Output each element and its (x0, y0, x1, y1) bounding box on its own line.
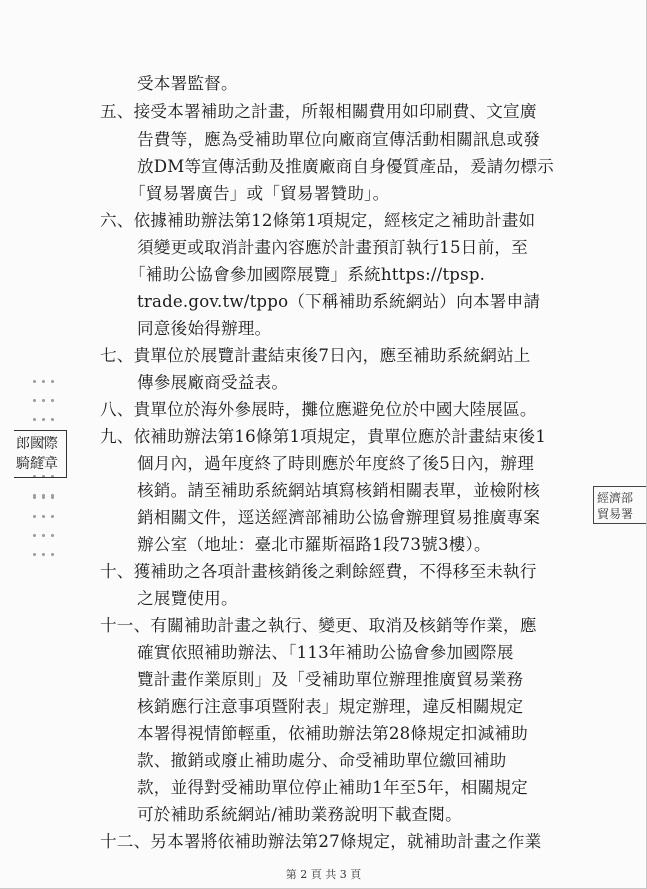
text-line: 核銷應行注意事項暨附表」規定辦理，違反相關規定 (137, 697, 524, 716)
text-line: 個月內，過年度終了時則應於年度終了後5日內，辦理 (137, 454, 535, 473)
item-11-line: 十一、有關補助計畫之執行、變更、取消及核銷等作業，應 (100, 616, 537, 635)
text-line: 確實依照補助辦法、「113年補助公協會參加國際展 (137, 643, 514, 662)
text-line: 放DM等宣傳活動及推廣廠商自身優質產品，爰請勿標示 (137, 157, 554, 176)
text-line: 核銷。請至補助系統網站填寫核銷相關表單，並檢附核 (137, 481, 541, 500)
item-10-line: 十、獲補助之各項計畫核銷後之剩餘經費，不得移至未執行 (100, 562, 537, 581)
text-line: 本署得視情節輕重，依補助辦法第28條規定扣減補助 (137, 724, 528, 743)
item-8-line: 八、貴單位於海外參展時，攤位應避免位於中國大陸展區。 (100, 400, 537, 419)
text-line: 同意後始得辦理。 (137, 319, 272, 338)
text-line: 須變更或取消計畫內容應於計畫預訂執行15日前，至 (137, 238, 528, 257)
item-12-line: 十二、另本署將依補助辦法第27條規定，就補助計畫之作業 (100, 832, 542, 851)
seam-seal-stamp: 郎國際 騎縫章 (14, 430, 72, 480)
text-line: 告費等，應為受補助單位向廠商宣傳活動相關訊息或發 (137, 130, 541, 149)
item-7-line: 七、貴單位於展覽計畫結束後7日內，應至補助系統網站上 (100, 346, 531, 365)
text-line: 款，並得對受補助單位停止補助1年至5年，相關規定 (137, 778, 528, 797)
item-5-line: 五、接受本署補助之計畫，所報相關費用如印刷費、文宣廣 (100, 102, 537, 121)
item-6-line: 六、依據補助辦法第12條第1項規定，經核定之補助計畫如 (100, 211, 536, 230)
text-line: 受本署監督。 (137, 74, 238, 93)
text-line: 銷相關文件，逕送經濟部補助公協會辦理貿易推廣專案 (137, 508, 541, 527)
text-line: 之展覽使用。 (137, 589, 238, 608)
text-line: 可於補助系統網站/補助業務說明下載查閱。 (137, 805, 462, 824)
page-number: 第 2 頁 共 3 頁 (285, 868, 362, 881)
text-line: 辦公室（地址：臺北市羅斯福路1段73號3樓）。 (137, 535, 491, 554)
text-line: 覽計畫作業原則」及「受補助單位辦理推廣貿易業務 (137, 670, 524, 689)
text-line: 款、撤銷或廢止補助處分、命受補助單位繳回補助 (137, 751, 507, 770)
text-line: 「貿易署廣告」或「貿易署贊助」。 (129, 184, 390, 203)
text-line: 「補助公協會參加國際展覽」系統https://tpsp. (129, 265, 486, 284)
agency-seal-stamp: 經濟部 貿易署 (593, 486, 646, 524)
item-9-line: 九、依補助辦法第16條第1項規定，貴單位應於計畫結束後1 (100, 427, 547, 446)
text-line: 傳參展廠商受益表。 (137, 373, 289, 392)
perforation-dots (30, 486, 58, 562)
text-line: trade.gov.tw/tppo（下稱補助系統網站）向本署申請 (137, 292, 541, 311)
